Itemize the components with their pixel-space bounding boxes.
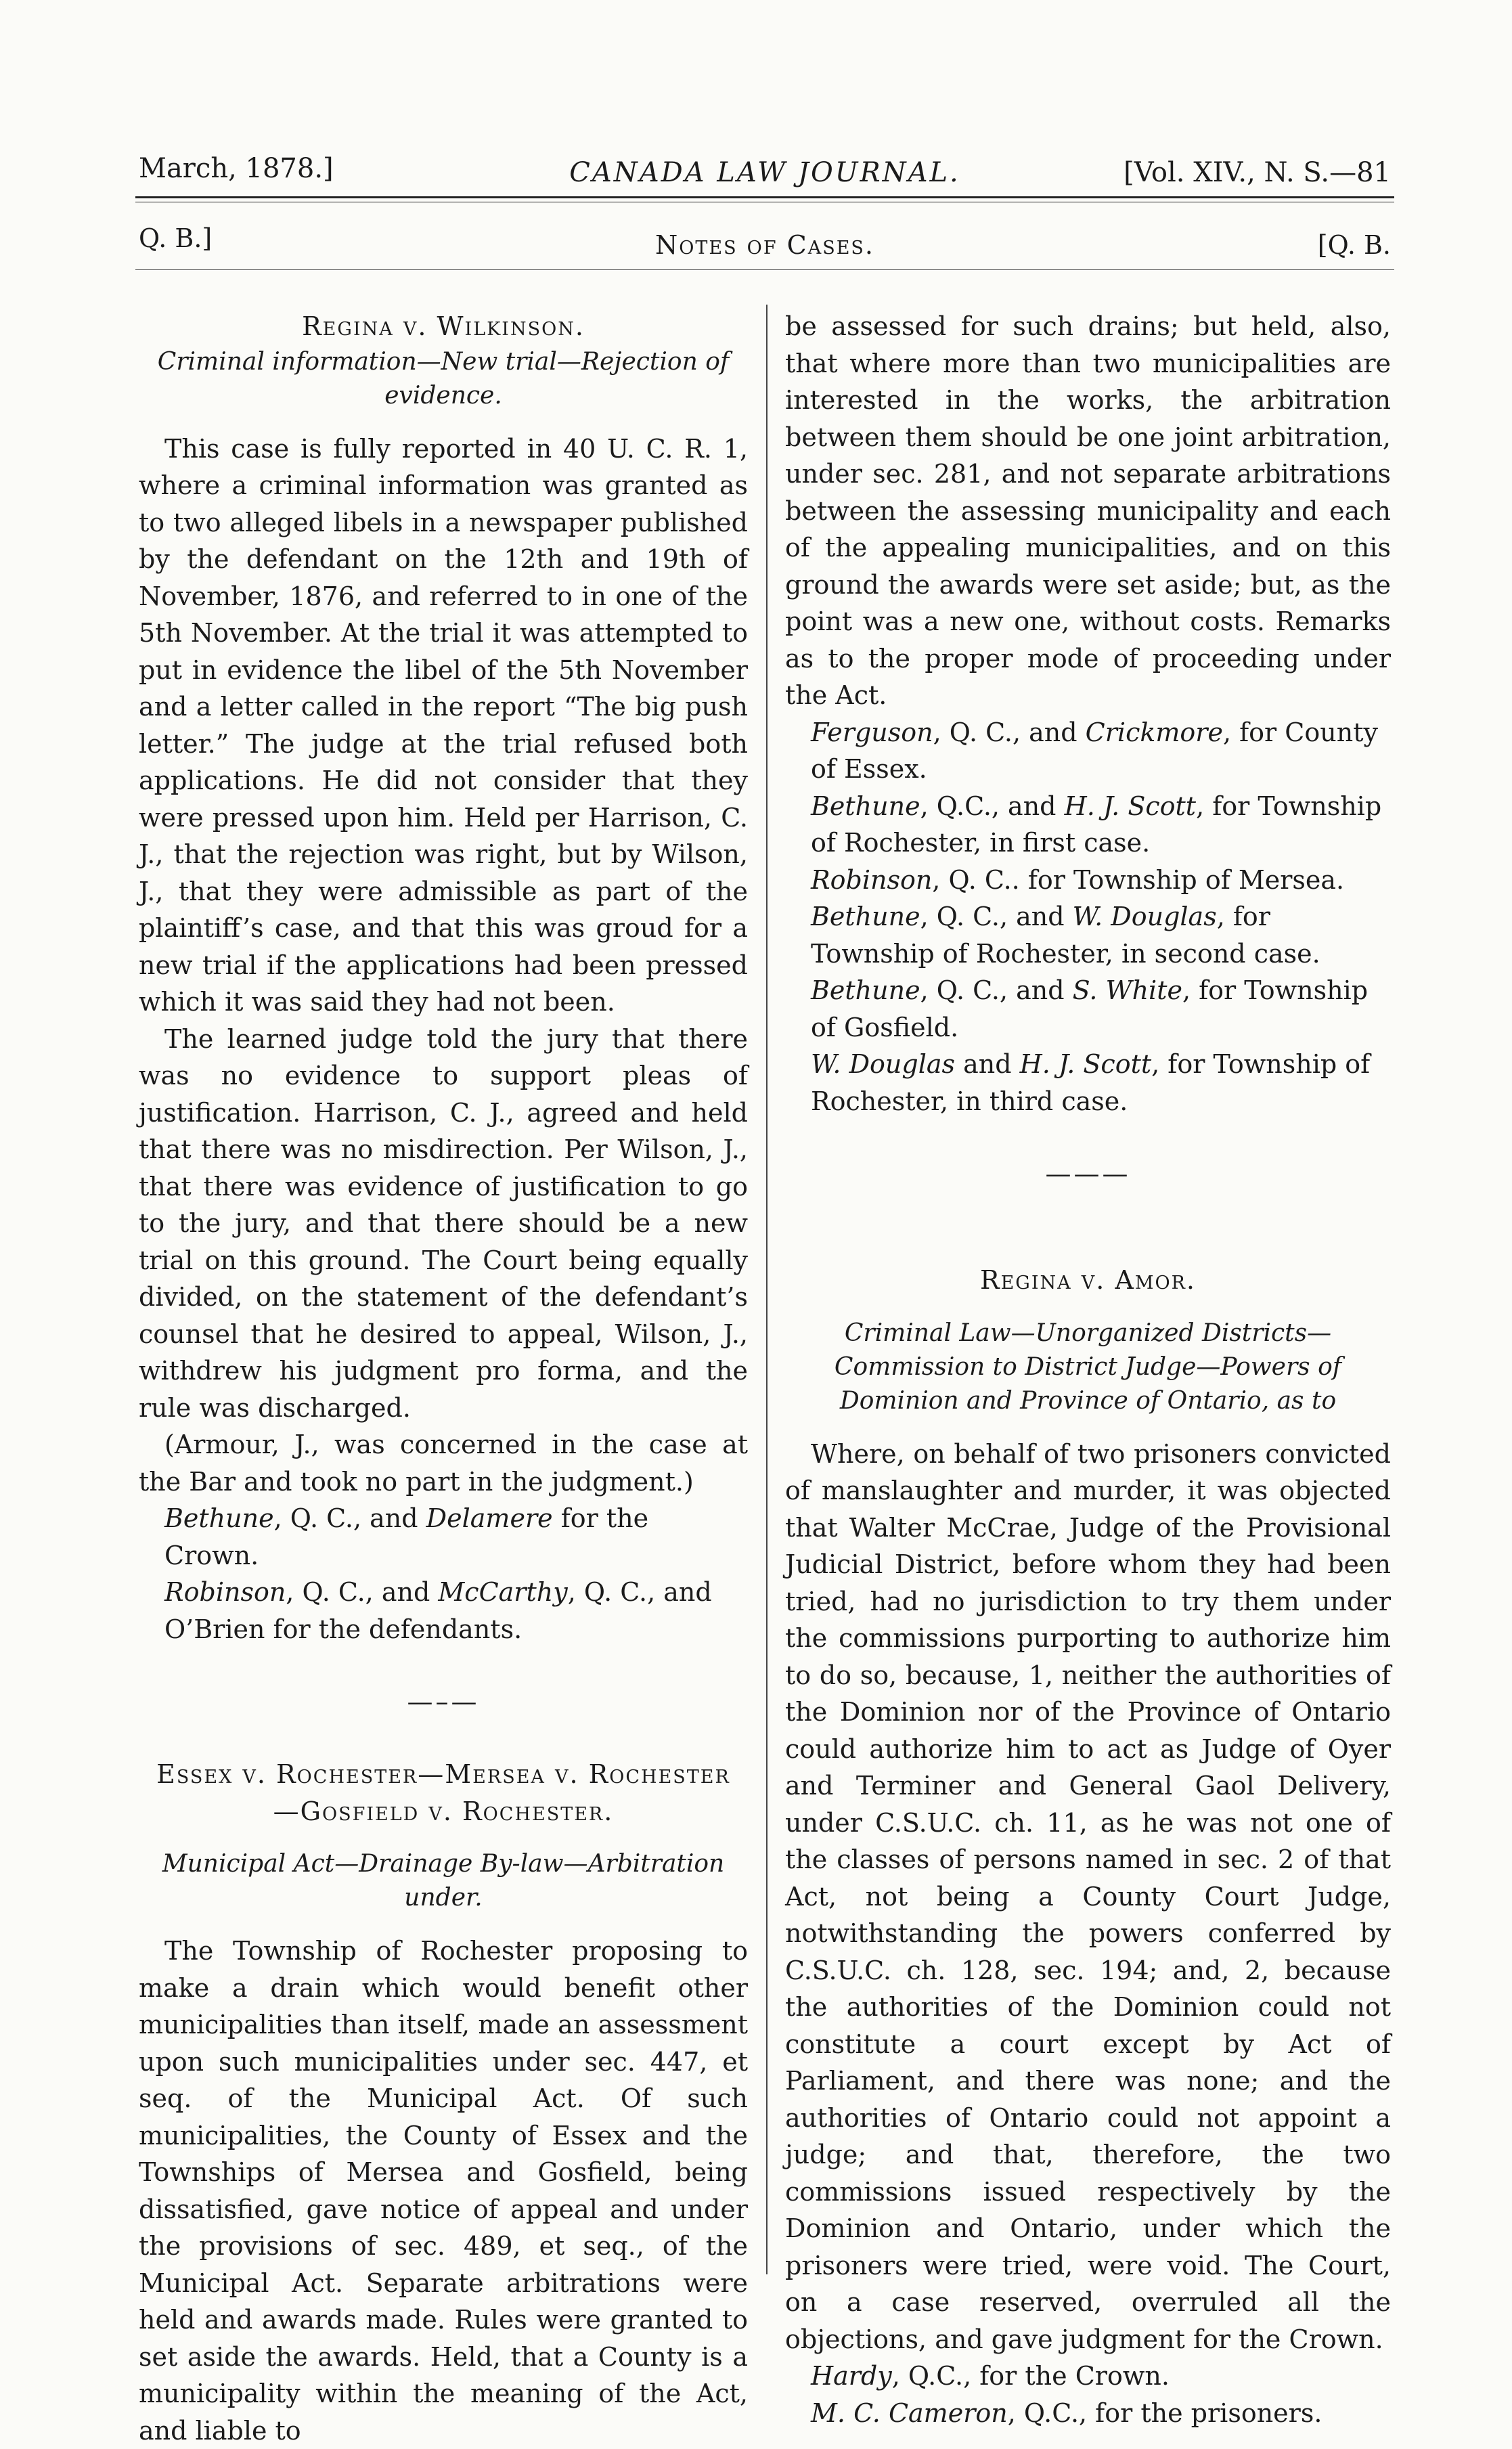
section-header [139,223,1391,264]
paragraph: The Township of Rochester proposing to make a drain which would benefit other municipalities than itself, made an assessment upon such municipalities under sec. 447, et seq. of the Municipal Act. Of such municipalities, the County of Essex and the Townships of Mersea and Gosfield, being dissatisfied, gave notice of appeal and under the provisions of sec. 489, et seq., of the Municipal Act. Separate arbitrations were held and awards made. Rules were granted to set aside the awards. Held, that a County is a municipality within the meaning of the Act, and liable to [139,1936,748,2446]
counsel-line: Bethune, Q.C., and H. J. Scott, for Township of Rochester, in first case. [811,791,1382,858]
section-rule [135,269,1394,270]
counsel-line: Robinson, Q. C.. for Township of Mersea. [811,864,1345,895]
section-title: Notes of Cases. [655,230,874,260]
left-column [139,308,748,2449]
paragraph: Where, on behalf of two prisoners convicted of manslaughter and murder, it was objected that Walter McCrae, Judge of the Provisional Judicial District, before whom they had been tried, had no jurisdiction to try them under the commissions purporting to authorize him to do so, because, 1, neither the authorities of the Dominion nor of the Province of Ontario could authorize him to act as Judge of Oyer and Terminer and General Gaol Delivery, under C.S.U.C. ch. 11, as he was not one of the classes of persons named in sec. 2 of that Act, not being a County Court Judge, notwithstanding the powers conferred by C.S.U.C. ch. 128, sec. 194; and, 2, because the authorities of the Dominion could not constitute a court except by Act of Parliament, and there was none; and the authorities of Ontario could not appoint a judge; and that, therefore, the two commissions issued respectively by the Dominion and Ontario, under which the prisoners were tried, were void. The Court, on a case reserved, overruled all the objections, and gave judgment for the Crown. [785,1438,1391,2354]
column-divider [766,305,768,2274]
paragraph: This case is fully reported in 40 U. C. R. 1, where a criminal information was granted as to two alleged libels in a newspaper published by the defendant on the 12th and 19th of November, 1876, and referred to in one of the 5th November. At the trial it was attempted to put in evidence the libel of the 5th November and a letter called in the report “The big push letter.” The judge at the trial refused both applications. He did not consider that they were pressed upon him. Held per Harrison, C. J., that the rejection was right, but by Wilson, J., that they were admissible as part of the plaintiff’s case, and that this was groud for a new trial if the applications had been pressed which it was said they had not been. [139,433,748,1017]
volume-page: [Vol. XIV., N. S.—81 [1124,157,1391,188]
paragraph: (Armour, J., was concerned in the case at the Bar and took no part in the judgment.) [139,1430,748,1497]
header-rule-thick [135,196,1394,198]
issue-date: March, 1878.] [139,153,334,184]
running-header [139,148,1391,195]
counsel-line: M. C. Cameron, Q.C., for the prisoners. [811,2398,1322,2428]
headnote-amor: Criminal Law—Unorganized Districts—Commission to District Judge—Powers of Dominion and Province of Ontario, as to [834,1319,1342,1415]
journal-title: CANADA LAW JOURNAL. [569,157,960,188]
counsel-line: Bethune, Q. C., and W. Douglas, for Township of Rochester, in second case. [811,902,1320,969]
case-title-amor: Regina v. Amor. [979,1265,1197,1295]
counsel-line: Bethune, Q. C., and S. White, for Township of Gosfield. [811,975,1369,1042]
right-column [785,308,1391,2431]
case-title-wilkinson: Regina v. Wilkinson. [302,311,585,341]
court-right: [Q. B. [1317,230,1391,260]
court-left: Q. B.] [139,223,213,253]
headnote-essex: Municipal Act—Drainage By-law—Arbitration under. [162,1850,725,1912]
counsel-line: Hardy, Q.C., for the Crown. [811,2361,1170,2391]
headnote-wilkinson: Criminal information—New trial—Rejection of evidence. [157,347,730,410]
counsel-line: Robinson, Q. C., and McCarthy, Q. C., and O’Brien for the defendants. [164,1577,712,1644]
counsel-line: W. Douglas and H. J. Scott, for Township of Rochester, in third case. [811,1049,1371,1116]
case-title-essex-cont: —Gosfield v. Rochester. [273,1796,614,1826]
counsel-line: Ferguson, Q. C., and Crickmore, for County of Essex. [811,717,1378,784]
case-separator: —–— [407,1687,480,1717]
case-separator: ——— [1045,1159,1131,1189]
case-title-essex: Essex v. Rochester—Mersea v. Rochester [156,1759,730,1789]
paragraph: The learned judge told the jury that there was no evidence to support pleas of justification. Harrison, C. J., agreed and held that there was no misdirection. Per Wilson, J., that there was evidence of justification to go to the jury, and that there should be a new trial on this ground. The Court being equally divided, on the statement of the defendant’s counsel that he desired to appeal, Wilson, J., withdrew his judgment pro forma, and the rule was discharged. [139,1023,748,1423]
paragraph: be assessed for such drains; but held, also, that where more than two municipalities are interested in the works, the arbitration between them should be one joint arbitration, under sec. 281, and not separate arbitrations between the assessing municipality and each of the appealing municipalities, and on this ground the awards were set aside; but, as the point was a new one, without costs. Remarks as to the proper mode of proceeding under the Act. [785,311,1391,710]
counsel-line: Bethune, Q. C., and Delamere for the Crown. [164,1503,649,1570]
